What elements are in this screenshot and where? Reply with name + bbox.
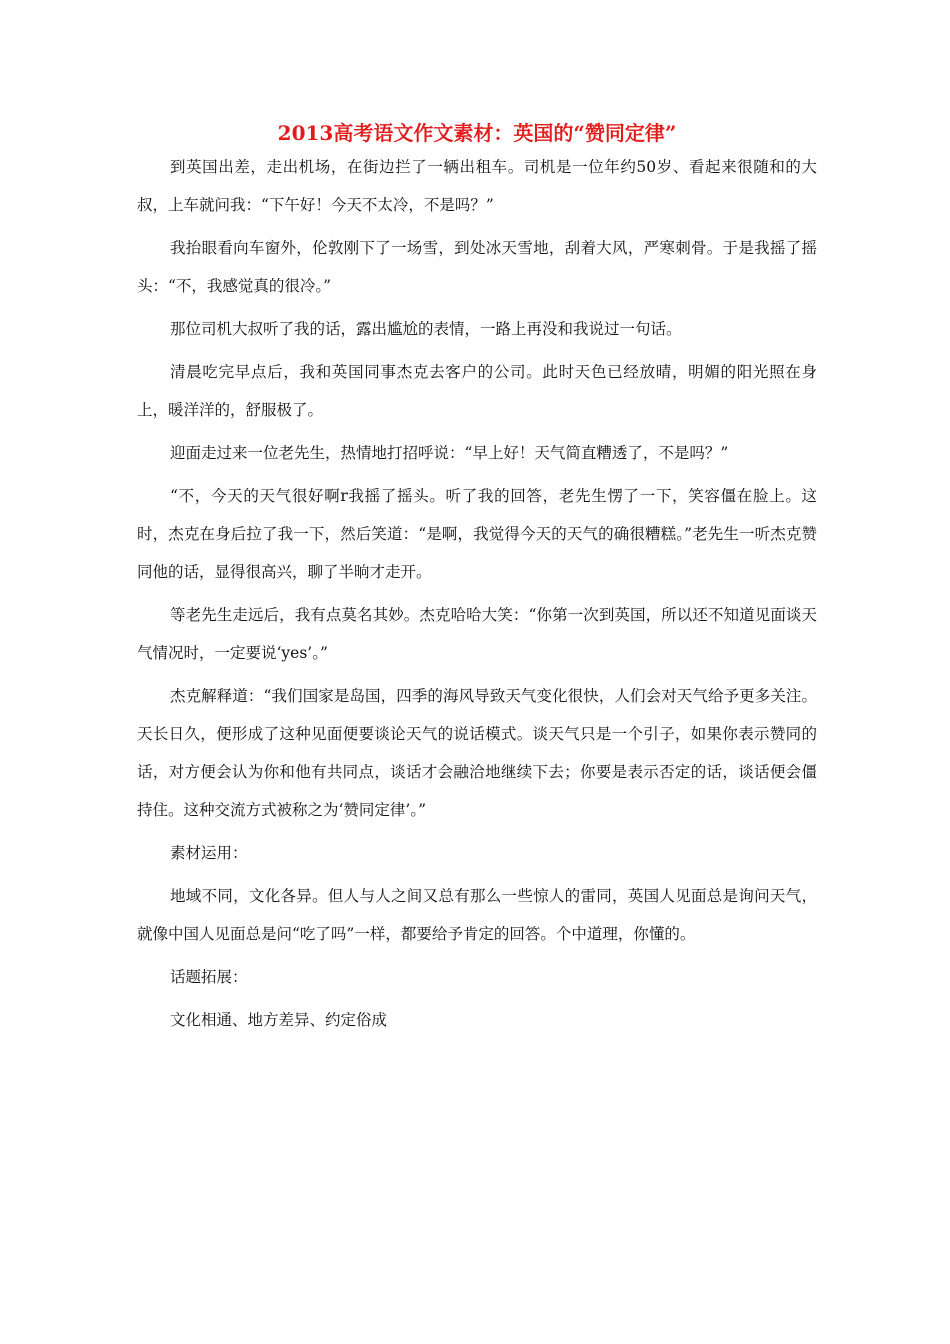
paragraph-taxi-intro: 到英国出差，走出机场，在街边拦了一辆出租车。司机是一位年约50岁、看起来很随和的大叔，上车就问我：“下午好！今天不太冷，不是吗？”: [137, 158, 817, 214]
paragraph-jack-explains: 杰克解释道：“我们国家是岛国，四季的海风导致天气变化很快，人们会对天气给予更多关注。天长日久，便形成了这种见面便要谈论天气的说话模式。谈天气只是一个引子，如果你表示赞同的话，对方便会认为你和他有共同点，谈话才会融洽地继续下去；你要是表示否定的话，谈话便会僵持住。这种交流方式被称之为‘赞同定律’。”: [137, 687, 817, 819]
paragraph-material-usage: 地域不同，文化各异。但人与人之间又总有那么一些惊人的雷同，英国人见面总是询问天气，就像中国人见面总是问“吃了吗”一样，都要给予肯定的回答。个中道理，你懂的。: [137, 887, 817, 943]
paragraph-jack-agrees: “不，今天的天气很好啊r我摇了摇头。听了我的回答，老先生愣了一下，笑容僵在脸上。这时，杰克在身后拉了我一下，然后笑道：“是啊，我觉得今天的天气的确很糟糕。”老先生一听杰克赞同他的话，显得很高兴，聊了半晌才走开。: [137, 487, 817, 581]
heading-material-usage: 素材运用：: [170, 844, 248, 862]
document-title: 2013高考语文作文素材：英国的“赞同定律”: [277, 121, 677, 145]
paragraph-old-gentleman: 迎面走过来一位老先生，热情地打招呼说：“早上好！天气简直糟透了，不是吗？”: [170, 444, 729, 462]
heading-topic-extension: 话题拓展：: [170, 968, 248, 986]
paragraph-morning-walk: 清晨吃完早点后，我和英国同事杰克去客户的公司。此时天色已经放晴，明媚的阳光照在身上，暖洋洋的，舒服极了。: [137, 363, 817, 419]
document-body: [137, 118, 817, 1044]
paragraph-jack-laughs: 等老先生走远后，我有点莫名其妙。杰克哈哈大笑：“你第一次到英国，所以还不知道见面谈天气情况时，一定要说‘yes’。”: [137, 606, 817, 662]
paragraph-weather-reply: 我抬眼看向车窗外，伦敦刚下了一场雪，到处冰天雪地，刮着大风，严寒刺骨。于是我摇了摇头：“不，我感觉真的很冷。”: [137, 239, 817, 295]
paragraph-driver-silent: 那位司机大叔听了我的话，露出尴尬的表情，一路上再没和我说过一句话。: [170, 320, 682, 338]
paragraph-topic-extension: 文化相通、地方差异、约定俗成: [170, 1011, 388, 1029]
